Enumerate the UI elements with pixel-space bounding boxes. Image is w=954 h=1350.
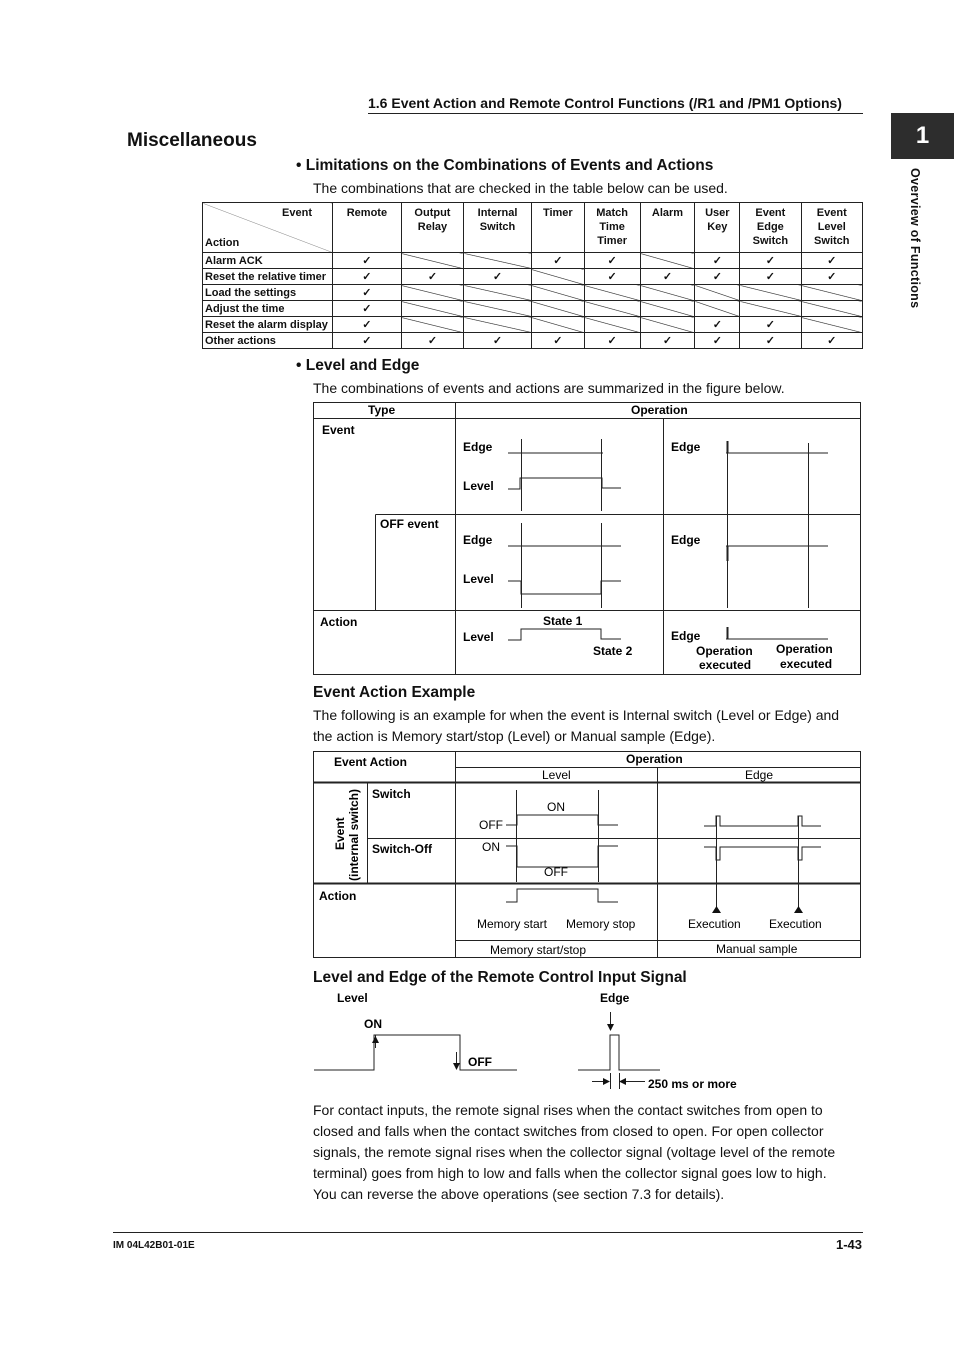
not-available-cell <box>464 301 532 317</box>
not-available-cell <box>401 301 463 317</box>
event-edge-label-2: Edge <box>671 440 701 454</box>
op-exec-1b: executed <box>699 658 752 672</box>
column-header-line: Switch <box>752 235 789 247</box>
action-label: Action <box>320 615 358 629</box>
event-edge-label: Edge <box>463 440 493 454</box>
not-available-cell <box>801 285 862 301</box>
limitations-heading: • Limitations on the Combinations of Events and Actions <box>296 157 714 174</box>
manual-sample-label: Manual sample <box>716 942 798 956</box>
action-name: Alarm ACK <box>203 253 333 269</box>
body-line-3: signals, the remote signal rises when the collector signal (voltage level of the remote <box>313 1144 836 1160</box>
not-available-cell <box>531 301 584 317</box>
not-available-cell <box>801 301 862 317</box>
switch-off-label: Switch-Off <box>372 842 432 856</box>
body-line-1: For contact inputs, the remote signal rises when the contact switches from open to <box>313 1102 823 1118</box>
column-header-line: Event <box>816 207 847 219</box>
level-col-header: Level <box>542 768 571 782</box>
off-event-label: OFF event <box>380 517 439 531</box>
not-available-cell <box>584 301 640 317</box>
op-exec-2b: executed <box>780 657 833 671</box>
remote-figure <box>312 988 772 1092</box>
switch-label: Switch <box>372 787 411 801</box>
off-edge-label-2: Edge <box>671 533 701 547</box>
column-header-line: Level <box>817 221 846 233</box>
on-label-2: ON <box>482 840 500 854</box>
check-mark: ✓ <box>333 301 402 317</box>
page-heading: Miscellaneous <box>127 130 257 151</box>
limitations-desc: The combinations that are checked in the table below can be used. <box>313 180 728 196</box>
edge-col-header: Edge <box>745 768 774 782</box>
table-header-row <box>203 203 863 253</box>
header-rule <box>368 113 863 114</box>
section-title: 1.6 Event Action and Remote Control Functions (/R1 and /PM1 Options) <box>368 95 842 111</box>
check-mark: ✓ <box>695 333 740 349</box>
column-header <box>801 203 862 253</box>
body-line-5: You can reverse the above operations (see section 7.3 for details). <box>313 1186 725 1202</box>
column-header <box>464 203 532 253</box>
check-mark: ✓ <box>740 317 801 333</box>
check-mark: ✓ <box>695 269 740 285</box>
table-row <box>203 333 863 349</box>
event-label: Event <box>322 423 355 437</box>
column-header-line: Timer <box>597 235 627 247</box>
column-header-line: Alarm <box>651 207 684 219</box>
check-mark: ✓ <box>531 253 584 269</box>
check-mark: ✓ <box>640 333 695 349</box>
combinations-table <box>202 202 863 349</box>
not-available-cell <box>531 269 584 285</box>
not-available-cell <box>740 285 801 301</box>
level-edge-figure <box>312 401 862 677</box>
off-edge-label: Edge <box>463 533 493 547</box>
check-mark: ✓ <box>333 333 402 349</box>
check-mark: ✓ <box>801 333 862 349</box>
table-row <box>203 253 863 269</box>
column-header-line: Switch <box>479 221 516 233</box>
table-row <box>203 317 863 333</box>
check-mark: ✓ <box>801 253 862 269</box>
not-available-cell <box>464 285 532 301</box>
check-mark: ✓ <box>531 333 584 349</box>
operation-header: Operation <box>631 403 688 417</box>
check-mark: ✓ <box>740 253 801 269</box>
event-level-label: Level <box>463 479 494 493</box>
check-mark: ✓ <box>401 333 463 349</box>
corner-action-label: Action <box>205 237 240 249</box>
remote-level-label: Level <box>337 991 368 1005</box>
check-mark: ✓ <box>695 253 740 269</box>
remote-edge-label: Edge <box>600 991 630 1005</box>
check-mark: ✓ <box>333 285 402 301</box>
memory-start-label: Memory start <box>477 917 548 931</box>
not-available-cell <box>401 253 463 269</box>
remote-heading: Level and Edge of the Remote Control Input Signal <box>313 969 687 986</box>
not-available-cell <box>740 301 801 317</box>
check-mark: ✓ <box>584 253 640 269</box>
memory-startstop-label: Memory start/stop <box>490 943 587 957</box>
table-row <box>203 269 863 285</box>
not-available-cell <box>640 317 695 333</box>
check-mark: ✓ <box>464 269 532 285</box>
body-line-4: terminal) goes from high to low and falls when the collector signal goes low to high. <box>313 1165 827 1181</box>
not-available-cell <box>464 253 532 269</box>
check-mark: ✓ <box>801 269 862 285</box>
type-header: Type <box>368 403 396 417</box>
column-header-line: Output <box>414 207 451 219</box>
example-desc-1: The following is an example for when the event is Internal switch (Level or Edge) and <box>313 707 840 723</box>
column-header <box>333 203 402 253</box>
column-header <box>740 203 801 253</box>
event-vertical-1: Event <box>333 817 347 850</box>
table-row <box>203 301 863 317</box>
column-header <box>401 203 463 253</box>
not-available-cell <box>401 317 463 333</box>
check-mark: ✓ <box>584 269 640 285</box>
level-edge-heading: • Level and Edge <box>296 357 420 374</box>
example-heading: Event Action Example <box>313 684 476 701</box>
column-header-line: Remote <box>346 207 388 219</box>
check-mark: ✓ <box>401 269 463 285</box>
event-action-header: Event Action <box>334 755 407 769</box>
action-label-2: Action <box>319 889 357 903</box>
event-vertical-2: (internal switch) <box>347 788 361 881</box>
not-available-cell <box>584 285 640 301</box>
column-header <box>584 203 640 253</box>
corner-event-label: Event <box>282 207 312 219</box>
on-label-1: ON <box>547 800 565 814</box>
check-mark: ✓ <box>640 269 695 285</box>
off-level-label: Level <box>463 572 494 586</box>
action-edge-label: Edge <box>671 629 701 643</box>
example-desc-2: the action is Memory start/stop (Level) or Manual sample (Edge). <box>313 728 716 744</box>
operation-header-2: Operation <box>626 752 683 766</box>
check-mark: ✓ <box>584 333 640 349</box>
column-header-line: Internal <box>477 207 518 219</box>
page-number: 1-43 <box>836 1237 863 1252</box>
chapter-side-label: Overview of Functions <box>908 168 922 309</box>
not-available-cell <box>695 301 740 317</box>
footer-rule <box>113 1232 863 1233</box>
not-available-cell <box>640 301 695 317</box>
not-available-cell <box>801 317 862 333</box>
chapter-tab: 1 <box>891 113 954 159</box>
event-action-corner <box>203 203 333 253</box>
not-available-cell <box>531 317 584 333</box>
action-name: Load the settings <box>203 285 333 301</box>
memory-stop-label: Memory stop <box>566 917 636 931</box>
doc-id: IM 04L42B01-01E <box>113 1240 195 1251</box>
remote-off-label: OFF <box>468 1055 492 1069</box>
column-header-line: User <box>705 207 730 219</box>
column-header <box>695 203 740 253</box>
off-label-2: OFF <box>544 865 568 879</box>
column-header-line: Timer <box>542 207 573 219</box>
column-header-line: Switch <box>814 235 850 247</box>
column-header <box>531 203 584 253</box>
column-header-line: Event <box>755 207 786 219</box>
state2-label: State 2 <box>593 644 633 658</box>
body-line-2: closed and falls when the contact switches from closed to open. For open collector <box>313 1123 824 1139</box>
action-name: Adjust the time <box>203 301 333 317</box>
execution-label-2: Execution <box>769 917 822 931</box>
op-exec-1a: Operation <box>696 644 753 658</box>
check-mark: ✓ <box>464 333 532 349</box>
execution-label-1: Execution <box>688 917 741 931</box>
column-header-line: Time <box>599 221 625 233</box>
op-exec-2a: Operation <box>776 642 833 656</box>
column-header <box>640 203 695 253</box>
action-name: Other actions <box>203 333 333 349</box>
action-level-label: Level <box>463 630 494 644</box>
check-mark: ✓ <box>740 333 801 349</box>
example-figure <box>312 750 862 960</box>
check-mark: ✓ <box>740 269 801 285</box>
table-row <box>203 285 863 301</box>
column-header-line: Match <box>596 207 629 219</box>
column-header-line: Edge <box>756 221 784 233</box>
not-available-cell <box>531 285 584 301</box>
check-mark: ✓ <box>333 253 402 269</box>
off-label-1: OFF <box>479 818 503 832</box>
not-available-cell <box>640 285 695 301</box>
not-available-cell <box>584 317 640 333</box>
not-available-cell <box>401 285 463 301</box>
action-name: Reset the relative timer <box>203 269 333 285</box>
column-header-line: Key <box>707 221 728 233</box>
not-available-cell <box>640 253 695 269</box>
action-name: Reset the alarm display <box>203 317 333 333</box>
pulse-width-label: 250 ms or more <box>648 1077 737 1091</box>
state1-label: State 1 <box>543 614 583 628</box>
remote-on-label: ON <box>364 1017 382 1031</box>
check-mark: ✓ <box>695 317 740 333</box>
not-available-cell <box>695 285 740 301</box>
check-mark: ✓ <box>333 317 402 333</box>
column-header-line: Relay <box>417 221 448 233</box>
check-mark: ✓ <box>333 269 402 285</box>
not-available-cell <box>464 317 532 333</box>
level-edge-desc: The combinations of events and actions are summarized in the figure below. <box>313 380 785 396</box>
